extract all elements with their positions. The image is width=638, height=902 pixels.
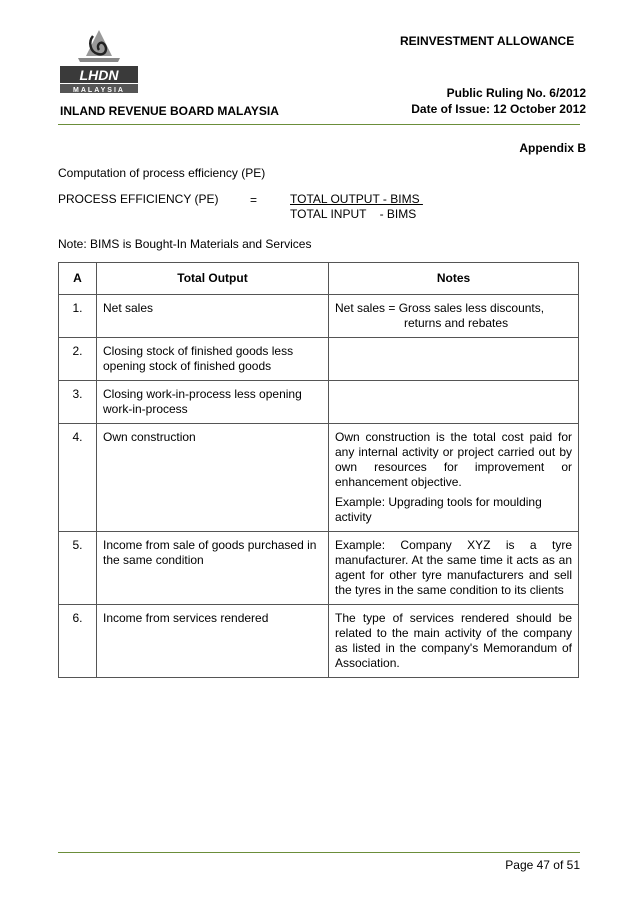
- table-row: [59, 605, 579, 678]
- row-item: Own construction: [97, 424, 329, 532]
- note-text-continued: returns and rebates: [404, 316, 509, 330]
- row-number: 5.: [59, 532, 97, 605]
- row-number: 3.: [59, 381, 97, 424]
- appendix-label: Appendix B: [519, 141, 586, 155]
- lhdn-logo: [58, 28, 140, 94]
- footer-divider: [58, 852, 580, 853]
- organization-name: INLAND REVENUE BOARD MALAYSIA: [60, 104, 279, 118]
- table-row: [59, 532, 579, 605]
- row-number: 2.: [59, 338, 97, 381]
- row-item: Closing work-in-process less opening work-in-process: [97, 381, 329, 424]
- total-output-table: [58, 262, 579, 678]
- row-item: Closing stock of finished goods less opening stock of finished goods: [97, 338, 329, 381]
- logo-text-malaysia: MALAYSIA: [73, 87, 125, 94]
- bims-note: Note: BIMS is Bought-In Materials and Services: [58, 237, 312, 251]
- table-row: [59, 381, 579, 424]
- ruling-number: Public Ruling No. 6/2012: [446, 86, 586, 100]
- column-header: Notes: [329, 263, 579, 295]
- pe-denominator: TOTAL INPUT - BIMS: [290, 207, 417, 221]
- column-header: Total Output: [97, 263, 329, 295]
- row-note: [329, 295, 579, 338]
- pe-equals: =: [250, 193, 258, 207]
- column-header: A: [59, 263, 97, 295]
- row-note: [329, 424, 579, 532]
- row-item: Income from services rendered: [97, 605, 329, 678]
- row-item: Net sales: [97, 295, 329, 338]
- table-header-row: [59, 263, 579, 295]
- row-number: 6.: [59, 605, 97, 678]
- document-title: REINVESTMENT ALLOWANCE: [400, 34, 575, 48]
- row-note: [329, 338, 579, 381]
- table-row: [59, 338, 579, 381]
- row-note: [329, 381, 579, 424]
- note-example: Example: Upgrading tools for moulding activity: [335, 495, 542, 524]
- logo-text-lhdn: LHDN: [79, 67, 119, 83]
- row-number: 4.: [59, 424, 97, 532]
- row-item: Income from sale of goods purchased in the same condition: [97, 532, 329, 605]
- row-note: The type of services rendered should be related to the main activity of the company as listed in the company's Memorandum of Association.: [329, 605, 579, 678]
- pe-numerator: TOTAL OUTPUT - BIMS: [290, 192, 423, 206]
- header-divider: [58, 124, 580, 125]
- page-number: Page 47 of 51: [505, 858, 580, 872]
- table-row: [59, 424, 579, 532]
- section-title: Computation of process efficiency (PE): [58, 166, 266, 180]
- issue-date: Date of Issue: 12 October 2012: [411, 102, 586, 116]
- row-number: 1.: [59, 295, 97, 338]
- note-text: Own construction is the total cost paid for any internal activity or project carried out by own resources for improvement or enhancement objective.: [335, 430, 572, 489]
- note-text: Net sales = Gross sales less discounts,: [335, 301, 545, 315]
- row-note: Example: Company XYZ is a tyre manufacturer. At the same time it acts as an agent for other tyre manufacturers and sell the tyres in the same condition to its clients: [329, 532, 579, 605]
- table-row: [59, 295, 579, 338]
- pe-formula-label: PROCESS EFFICIENCY (PE): [58, 192, 219, 206]
